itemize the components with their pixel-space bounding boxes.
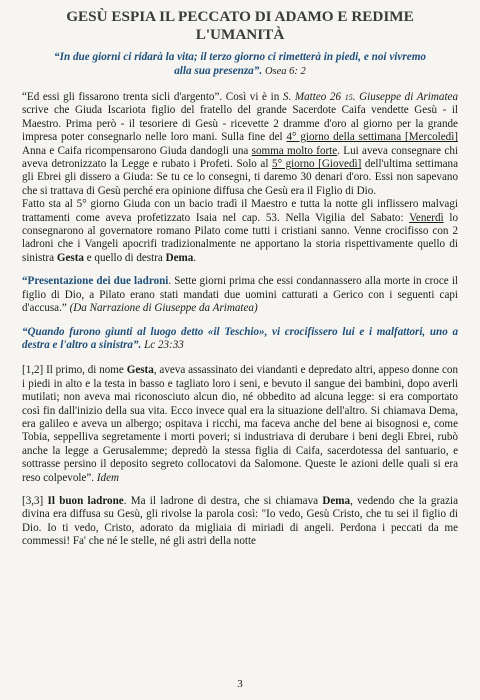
luke-quote-text: “Quando furono giunti al luogo detto «il Teschio», vi crocifissero lui e i malfattori, uno a destra e l'altro a sinistra”. [22,325,458,351]
p1-text-d: Anna e Caifa ricompensarono Giuda dandogli una [22,144,252,157]
p5-text-c: , vedendo che la grazia divina era diffusa su Gesù, gli rivolse la parola così: "Io vedo, Gesù Cristo, che tu sei il figlio di Dio. Io ti vedo, Cristo, adorato da migliaia di miriadi di angeli. Perdona i peccati da me commessi! Fa' che né le stelle, né gli astri della notte [22,494,459,548]
paragraph-matteo [22,91,458,198]
p1-underline-thursday: 5° giorno [Giovedì] [272,158,362,171]
p2-underline-friday: Venerdì [409,211,444,224]
paragraph-presentation [22,275,458,315]
p1-text-b: . Giuseppe di Arimatea [352,91,458,103]
p2-gesta: Gesta [56,251,84,264]
p1-text-f: dell'ultima settimana gli Ebrei gli dissero a Giuda: Se tu ce lo consegni, ti daremo 30 denari d'oro. Essi non sapevano che si trattava di Gesù perché era opinione diffusa che Gesù era il Figlio di Dio. [22,158,458,197]
luke-quote [22,326,458,353]
p5-text-a: [3,3] [22,494,48,507]
p2-text-d: . [193,251,197,264]
p1-reference-verse: 15 [344,93,353,102]
p4-text-b: , aveva assassinato dei viandanti e depredato altri, appeso donne con i piedi in alto e la testa in basso e tagliato loro i seni, e bevuto il sangue dei bambini, dopo averli mutilati; non aveva mai riconosciuto alcun dio, né obbedito ad alcuna legge: si era comportato così fin dall'inizio della sua vita. Ecco invece qual era la situazione dell'altro. Si chiamava Dema, era galileo e aveva un albergo; ospitava i ricchi, ma faceva anche del bene ai bisognosi e, come Tobia, seppelliva segretamente i morti poveri; si industriava di derubare i beni degli Ebrei, rubò anche la legge a Gerusalemme; depredò la stessa figlia di Caifa, sacerdotessa del santuario, e sottrasse persino il deposito segreto collocatovi da Salomone. Queste le azioni delle quali si era reso colpevole”. [22,364,459,484]
title-line-2: L'UMANITÀ [195,26,285,43]
p4-text-a: [1,2] Il primo, di nome [22,364,127,377]
paragraph-two-thieves [22,364,458,485]
epigraph-line-2: alla sua presenza”. [174,65,263,77]
p2-text-a: Fatto sta al 5° giorno Giuda con un bacio tradì il Maestro e tutta la notte gli inflissero malvagi trattamenti come aveva profetizzato Isaia nel cap. 53. Nella Vigilia del Sabato: [22,198,458,224]
p3-open-quote: “ [22,275,28,288]
p5-dema: Dema [322,494,351,507]
paragraph-good-thief [22,495,458,549]
epigraph [22,50,458,79]
p3-text: . Sette giorni prima che essi condannassero alla morte in croce il figlio di Dio, a Pilato erano stati mandati due uomini catturati a Gerico con i seguenti capi d'accusa.” [22,275,458,315]
p2-dema: Dema [165,251,194,264]
p5-heading: Il buon ladrone [47,494,124,507]
p1-text-c: scrive che Giuda Iscariota figlio del fratello del grande Sacerdote Caifa vendette Gesù - il Maestro. Prima però - il tesoriere di Gesù - ricevette 2 dramme d'oro al giorno per la grande impresa poter consegnarlo nelle loro mani. Sulla fine del [22,104,458,144]
p2-text-c: e quello di destra [83,251,166,264]
p3-heading: Presentazione dei due ladroni [27,275,169,288]
luke-quote-reference: Lc 23:33 [144,338,184,351]
epigraph-line-1: “In due giorni ci ridarà la vita; il terzo giorno ci rimetterà in piedi, e noi vivremo [54,51,426,63]
page-number: 3 [237,678,243,690]
p2-text-b: lo consegnarono al governatore romano Pilato come tutti i cristiani sanno. Venne crocifisso con 2 ladroni che i Vangeli apocrifi tradizionalmente ne apportano la storia rispettivamente quello di sinistra [22,211,458,264]
p1-reference: S. Matteo 26 [282,91,342,103]
p5-text-b: . Ma il ladrone di destra, che si chiamava [123,494,323,507]
p1-underline-wednesday: 4° giorno della settimana [Mercoledì] [286,131,458,144]
p4-idem: Idem [96,471,120,484]
p1-text-a: “Ed essi gli fissarono trenta sicli d'argento”. Così vi è in [22,91,283,103]
paragraph-betrayal [22,198,458,265]
page-title [22,8,458,44]
p1-text-e: . Lui aveva consegnare chi aveva detronizzato la Legge e rubato i Profeti. Solo al [22,144,458,171]
p3-source: (Da Narrazione di Giuseppe da Arimatea) [69,302,258,315]
epigraph-reference: Osea 6: 2 [264,66,306,77]
title-line-1: GESÙ ESPIA IL PECCATO DI ADAMO E REDIME [66,8,414,25]
p1-underline-sum: somma molto forte [251,144,338,157]
p4-gesta: Gesta [126,364,154,377]
